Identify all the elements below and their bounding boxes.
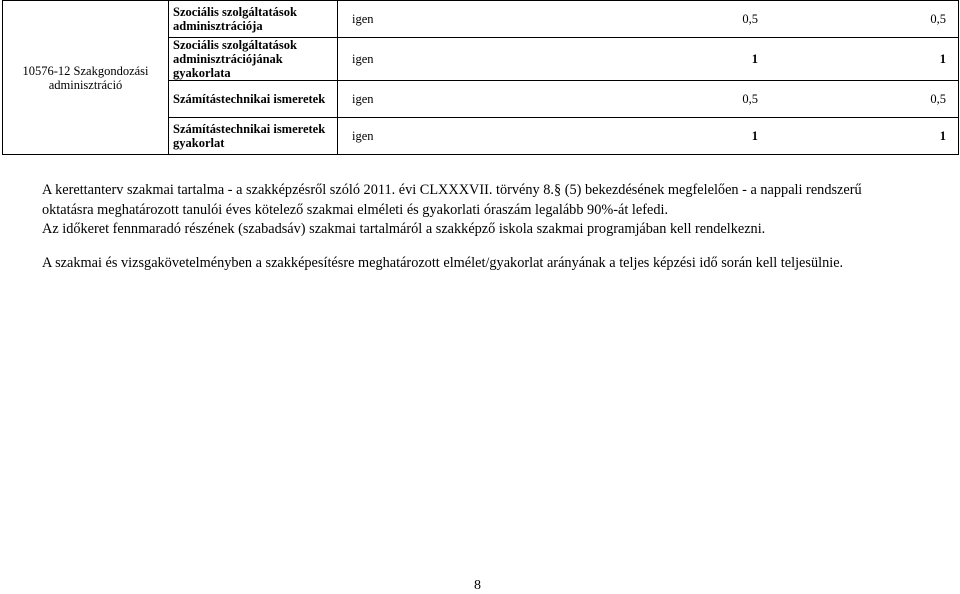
mandatory-value: igen [352,92,374,106]
grade-a-value: 1 [751,52,758,66]
grade-b-value: 0,5 [930,92,946,106]
hours-cell [338,81,959,118]
ratio-paragraph: A szakmai és vizsgakövetelményben a szakképesítésre meghatározott elmélet/gyakorlat arányának a teljes képzési idő során kell teljesülnie. [42,255,844,271]
grade-a-value: 0,5 [742,12,758,26]
grade-b-value: 0,5 [930,12,946,26]
hours-cell [338,1,959,38]
mandatory-value: igen [352,52,374,66]
paragraph-line: A kerettanterv szakmai tartalma - a szakképzésről szóló 2011. évi CLXXXVII. törvény 8.§ (5) bekezdésének megfelelően - a nappali rendszerű [42,182,862,198]
subject-cell: Számítástechnikai ismeretek [169,81,338,118]
page-number: 8 [474,578,481,593]
mandatory-value: igen [352,12,374,26]
hours-cell [338,38,959,81]
table-row [3,1,959,38]
curriculum-paragraph [42,181,942,240]
subject-cell: Szociális szolgáltatások adminisztrációja [169,1,338,38]
grade-a-value: 0,5 [742,92,758,106]
hours-cell [338,118,959,155]
paragraph-line: oktatásra meghatározott tanulói éves kötelező szakmai elméleti és gyakorlati óraszám legalább 90%-át lefedi. [42,201,669,218]
subject-cell: Számítástechnikai ismeretek gyakorlat [169,118,338,155]
mandatory-value: igen [352,129,374,143]
grade-a-value: 1 [751,129,758,143]
module-name-cell: 10576-12 Szakgondozási adminisztráció [3,1,169,155]
grade-b-value: 1 [939,129,946,143]
grade-b-value: 1 [939,52,946,66]
module-table [2,0,959,155]
subject-cell: Szociális szolgáltatások adminisztrációjának gyakorlata [169,38,338,81]
paragraph-line: Az időkeret fennmaradó részének (szabadsáv) szakmai tartalmáról a szakképző iskola szakmai programjában kell rendelkezni. [42,221,766,237]
